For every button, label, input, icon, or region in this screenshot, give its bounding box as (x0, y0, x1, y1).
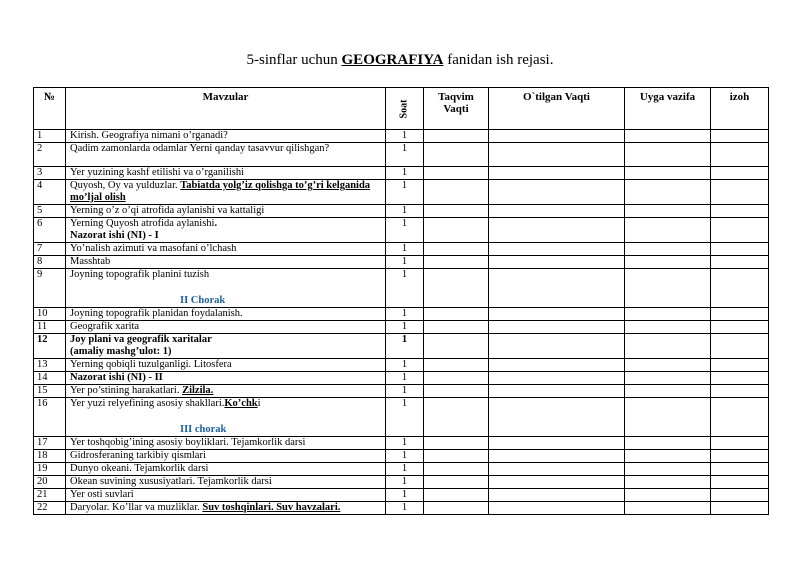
taqvim-cell[interactable] (424, 269, 489, 308)
izoh-cell[interactable] (711, 372, 769, 385)
table-row (34, 321, 769, 334)
uyga-cell[interactable] (625, 385, 711, 398)
topic-text: . (214, 218, 218, 229)
row-topic (66, 334, 386, 359)
uyga-cell[interactable] (625, 398, 711, 437)
row-number: 22 (34, 502, 66, 515)
row-topic (66, 450, 386, 463)
izoh-cell[interactable] (711, 463, 769, 476)
row-topic (66, 218, 386, 243)
otilgan-cell[interactable] (489, 476, 625, 489)
table-row (34, 256, 769, 269)
table-row (34, 463, 769, 476)
taqvim-cell[interactable] (424, 489, 489, 502)
izoh-cell[interactable] (711, 476, 769, 489)
otilgan-cell[interactable] (489, 321, 625, 334)
plan-table (33, 87, 769, 515)
header-hours-label: Soat (398, 99, 410, 118)
izoh-cell[interactable] (711, 180, 769, 205)
table-row (34, 450, 769, 463)
row-number: 5 (34, 205, 66, 218)
row-hours: 1 (386, 502, 424, 515)
uyga-cell[interactable] (625, 308, 711, 321)
uyga-cell[interactable] (625, 450, 711, 463)
izoh-cell[interactable] (711, 243, 769, 256)
taqvim-cell[interactable] (424, 130, 489, 143)
table-row (34, 269, 769, 308)
row-hours: 1 (386, 372, 424, 385)
izoh-cell[interactable] (711, 205, 769, 218)
row-hours: 1 (386, 321, 424, 334)
taqvim-cell[interactable] (424, 385, 489, 398)
taqvim-cell[interactable] (424, 476, 489, 489)
uyga-cell[interactable] (625, 243, 711, 256)
topic-text: Ko’chk (224, 398, 258, 409)
row-number: 11 (34, 321, 66, 334)
uyga-cell[interactable] (625, 489, 711, 502)
row-number: 12 (34, 334, 66, 359)
row-number: 14 (34, 372, 66, 385)
uyga-cell[interactable] (625, 218, 711, 243)
taqvim-cell[interactable] (424, 218, 489, 243)
izoh-cell[interactable] (711, 269, 769, 308)
taqvim-cell[interactable] (424, 167, 489, 180)
otilgan-cell[interactable] (489, 437, 625, 450)
row-number: 9 (34, 269, 66, 308)
taqvim-cell[interactable] (424, 463, 489, 476)
topic-text: Yerning qobiqli tuzulganligi. Litosfera (70, 359, 232, 370)
header-hours (386, 88, 424, 130)
izoh-cell[interactable] (711, 321, 769, 334)
plan-table-body (34, 130, 769, 515)
row-topic (66, 463, 386, 476)
izoh-cell[interactable] (711, 385, 769, 398)
topic-text: Yer yuzining kashf etilishi va o’rganilishi (70, 167, 245, 178)
taqvim-cell[interactable] (424, 243, 489, 256)
topic-text: (amaliy mashg’ulot: 1) (70, 346, 172, 357)
uyga-cell[interactable] (625, 437, 711, 450)
otilgan-cell[interactable] (489, 256, 625, 269)
header-taqvim: Taqvim Vaqti (424, 88, 489, 130)
row-hours: 1 (386, 130, 424, 143)
row-topic (66, 437, 386, 450)
header-uyga: Uyga vazifa (625, 88, 711, 130)
topic-text: Daryolar. Ko’llar va muzliklar. (70, 502, 203, 513)
table-row (34, 476, 769, 489)
otilgan-cell[interactable] (489, 130, 625, 143)
row-topic (66, 502, 386, 515)
topic-text: Joyning topografik planini tuzish (70, 269, 210, 280)
row-topic (66, 130, 386, 143)
row-topic (66, 243, 386, 256)
uyga-cell[interactable] (625, 476, 711, 489)
row-topic (66, 167, 386, 180)
quarter-label: II Chorak (180, 295, 226, 306)
topic-text: Nazorat ishi (NI) - II (70, 372, 163, 383)
row-number: 2 (34, 143, 66, 167)
izoh-cell[interactable] (711, 450, 769, 463)
topic-text: Yer po’stining harakatlari. (70, 385, 183, 396)
otilgan-cell[interactable] (489, 269, 625, 308)
title-suffix: fanidan ish rejasi. (443, 52, 554, 68)
topic-text: Tabiatda yolg’iz qolishga to’g’ri kelganida mo’ljal olish (70, 180, 371, 203)
topic-text: Quyosh, Oy va yulduzlar. (70, 180, 181, 191)
row-hours: 1 (386, 334, 424, 359)
izoh-cell[interactable] (711, 334, 769, 359)
otilgan-cell[interactable] (489, 218, 625, 243)
taqvim-cell[interactable] (424, 205, 489, 218)
table-row (34, 180, 769, 205)
row-topic (66, 321, 386, 334)
taqvim-cell[interactable] (424, 450, 489, 463)
row-number: 7 (34, 243, 66, 256)
row-hours: 1 (386, 143, 424, 167)
topic-text: Gidrosferaning tarkibiy qismlari (70, 450, 206, 461)
topic-text: Geografik xarita (70, 321, 140, 332)
otilgan-cell[interactable] (489, 502, 625, 515)
topic-text: Yo’nalish azimuti va masofani o’lchash (70, 243, 237, 254)
row-topic (66, 489, 386, 502)
table-row (34, 437, 769, 450)
table-row (34, 308, 769, 321)
topic-text: i (257, 398, 261, 409)
izoh-cell[interactable] (711, 167, 769, 180)
topic-text: Nazorat ishi (NI) - I (70, 230, 159, 241)
row-hours: 1 (386, 476, 424, 489)
topic-text: Masshtab (70, 256, 111, 267)
row-number: 4 (34, 180, 66, 205)
row-number: 18 (34, 450, 66, 463)
taqvim-cell[interactable] (424, 180, 489, 205)
row-topic (66, 476, 386, 489)
topic-text: Yerning o’z o’qi atrofida aylanishi va kattaligi (70, 205, 265, 216)
header-otilgan: O`tilgan Vaqti (489, 88, 625, 130)
otilgan-cell[interactable] (489, 143, 625, 167)
taqvim-cell[interactable] (424, 437, 489, 450)
row-number: 15 (34, 385, 66, 398)
topic-text: Okean suvining xususiyatlari. Tejamkorlik darsi (70, 476, 272, 487)
row-topic (66, 205, 386, 218)
otilgan-cell[interactable] (489, 308, 625, 321)
uyga-cell[interactable] (625, 359, 711, 372)
row-topic (66, 398, 386, 437)
row-hours: 1 (386, 180, 424, 205)
taqvim-cell[interactable] (424, 321, 489, 334)
row-number: 6 (34, 218, 66, 243)
taqvim-cell[interactable] (424, 308, 489, 321)
table-row (34, 130, 769, 143)
izoh-cell[interactable] (711, 143, 769, 167)
title-prefix: 5-sinflar uchun (246, 52, 342, 68)
otilgan-cell[interactable] (489, 489, 625, 502)
otilgan-cell[interactable] (489, 372, 625, 385)
uyga-cell[interactable] (625, 372, 711, 385)
row-number: 10 (34, 308, 66, 321)
row-topic (66, 359, 386, 372)
row-hours: 1 (386, 359, 424, 372)
row-topic (66, 143, 386, 167)
otilgan-cell[interactable] (489, 205, 625, 218)
header-num: № (34, 88, 66, 130)
row-hours: 1 (386, 269, 424, 308)
row-topic (66, 180, 386, 205)
izoh-cell[interactable] (711, 437, 769, 450)
topic-text: Dunyo okeani. Tejamkorlik darsi (70, 463, 209, 474)
taqvim-cell[interactable] (424, 502, 489, 515)
izoh-cell[interactable] (711, 359, 769, 372)
otilgan-cell[interactable] (489, 180, 625, 205)
row-hours: 1 (386, 218, 424, 243)
uyga-cell[interactable] (625, 205, 711, 218)
header-row (34, 88, 769, 130)
uyga-cell[interactable] (625, 269, 711, 308)
row-hours: 1 (386, 308, 424, 321)
otilgan-cell[interactable] (489, 359, 625, 372)
uyga-cell[interactable] (625, 321, 711, 334)
row-hours: 1 (386, 489, 424, 502)
taqvim-cell[interactable] (424, 359, 489, 372)
header-topics: Mavzular (66, 88, 386, 130)
topic-text: Zilzila. (182, 385, 214, 396)
taqvim-cell[interactable] (424, 334, 489, 359)
row-number: 8 (34, 256, 66, 269)
table-row (34, 359, 769, 372)
taqvim-cell[interactable] (424, 143, 489, 167)
table-row (34, 502, 769, 515)
table-row (34, 334, 769, 359)
otilgan-cell[interactable] (489, 463, 625, 476)
izoh-cell[interactable] (711, 308, 769, 321)
row-number: 3 (34, 167, 66, 180)
uyga-cell[interactable] (625, 143, 711, 167)
row-topic (66, 372, 386, 385)
topic-text: Yer yuzi relyefining asosiy shakllari. (70, 398, 225, 409)
table-row (34, 243, 769, 256)
row-hours: 1 (386, 437, 424, 450)
izoh-cell[interactable] (711, 502, 769, 515)
header-izoh: izoh (711, 88, 769, 130)
row-hours: 1 (386, 256, 424, 269)
topic-text: Kirish. Geografiya nimani o’rganadi? (70, 130, 228, 141)
row-number: 19 (34, 463, 66, 476)
row-hours: 1 (386, 385, 424, 398)
taqvim-cell[interactable] (424, 372, 489, 385)
topic-text: Suv toshqinlari. Suv havzalari. (202, 502, 341, 513)
row-hours: 1 (386, 167, 424, 180)
row-hours: 1 (386, 463, 424, 476)
table-row (34, 398, 769, 437)
page-title (0, 52, 800, 69)
topic-text: Yerning Quyosh atrofida aylanishi (70, 218, 215, 229)
izoh-cell[interactable] (711, 398, 769, 437)
row-number: 20 (34, 476, 66, 489)
topic-text: Joy plani va geografik xaritalar (70, 334, 212, 345)
uyga-cell[interactable] (625, 334, 711, 359)
uyga-cell[interactable] (625, 167, 711, 180)
row-topic (66, 269, 386, 308)
topic-text: Yer toshqobig’ining asosiy boyliklari. Tejamkorlik darsi (70, 437, 306, 448)
row-number: 21 (34, 489, 66, 502)
izoh-cell[interactable] (711, 256, 769, 269)
row-hours: 1 (386, 398, 424, 437)
otilgan-cell[interactable] (489, 334, 625, 359)
otilgan-cell[interactable] (489, 243, 625, 256)
row-hours: 1 (386, 450, 424, 463)
otilgan-cell[interactable] (489, 450, 625, 463)
row-hours: 1 (386, 205, 424, 218)
taqvim-cell[interactable] (424, 256, 489, 269)
izoh-cell[interactable] (711, 130, 769, 143)
row-number: 13 (34, 359, 66, 372)
table-row (34, 205, 769, 218)
table-row (34, 167, 769, 180)
table-row (34, 218, 769, 243)
topic-text: Qadim zamonlarda odamlar Yerni qanday tasavvur qilishgan? (70, 143, 330, 154)
uyga-cell[interactable] (625, 256, 711, 269)
otilgan-cell[interactable] (489, 398, 625, 437)
topic-text: Joyning topografik planidan foydalanish. (70, 308, 243, 319)
izoh-cell[interactable] (711, 489, 769, 502)
row-topic (66, 256, 386, 269)
table-row (34, 143, 769, 167)
otilgan-cell[interactable] (489, 167, 625, 180)
title-subject: GEOGRAFIYA (341, 52, 444, 68)
row-number: 1 (34, 130, 66, 143)
izoh-cell[interactable] (711, 218, 769, 243)
row-topic (66, 308, 386, 321)
uyga-cell[interactable] (625, 463, 711, 476)
uyga-cell[interactable] (625, 180, 711, 205)
row-number: 17 (34, 437, 66, 450)
table-row (34, 372, 769, 385)
quarter-label: III chorak (180, 424, 227, 435)
topic-text: Yer osti suvlari (70, 489, 134, 500)
row-hours: 1 (386, 243, 424, 256)
uyga-cell[interactable] (625, 130, 711, 143)
taqvim-cell[interactable] (424, 398, 489, 437)
row-number: 16 (34, 398, 66, 437)
table-row (34, 385, 769, 398)
uyga-cell[interactable] (625, 502, 711, 515)
row-topic (66, 385, 386, 398)
table-row (34, 489, 769, 502)
otilgan-cell[interactable] (489, 385, 625, 398)
